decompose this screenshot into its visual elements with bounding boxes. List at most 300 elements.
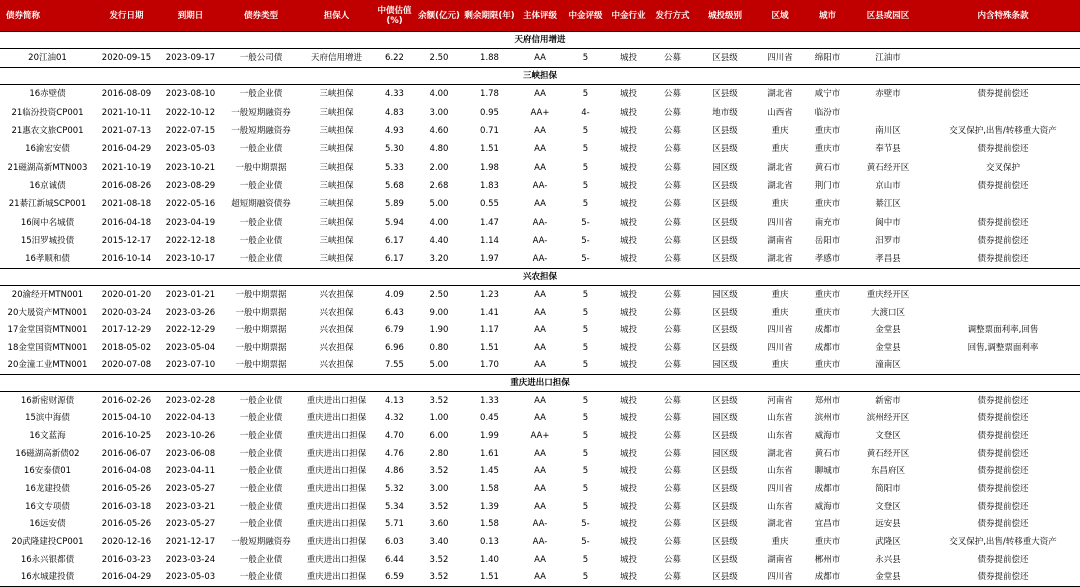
cell-bond-name: 18金堂国资MTN001	[7, 342, 88, 353]
cell-bond-type: 一般中期票据	[235, 290, 287, 301]
cell-bond-name: 16磁湖高新债02	[15, 448, 80, 459]
cell-valuation: 4.83	[385, 107, 404, 118]
table-row	[0, 551, 1080, 569]
cell-special-clauses: 债券提前偿还	[977, 217, 1029, 228]
cell-valuation: 4.32	[385, 413, 404, 424]
table-row	[0, 498, 1080, 516]
cell-remaining-term: 1.47	[480, 217, 499, 228]
cell-special-clauses: 调整票面利率,回售	[967, 325, 1039, 336]
cell-lgfv-level: 区县级	[712, 254, 738, 265]
cell-city: 聊城市	[814, 466, 841, 477]
cell-guarantor: 三峡担保	[319, 126, 354, 137]
table-row	[0, 339, 1080, 357]
cell-balance: 6.00	[429, 430, 449, 441]
cell-issue-method: 公募	[663, 217, 681, 228]
cell-valuation: 6.17	[385, 254, 404, 265]
cell-bond-name: 16安泰债01	[23, 466, 72, 477]
cell-issue-method: 公募	[663, 325, 681, 336]
table-row	[0, 286, 1080, 304]
cell-valuation: 4.09	[385, 290, 404, 301]
cell-balance: 3.52	[429, 466, 449, 477]
cell-issue-method: 公募	[663, 448, 681, 459]
cell-issue-method: 公募	[663, 180, 681, 191]
cell-cicc-rating: 5	[582, 484, 589, 495]
cell-balance: 3.00	[429, 107, 449, 118]
cell-issue-date: 2016-08-09	[101, 89, 152, 100]
cell-lgfv-level: 区县级	[712, 395, 738, 406]
cell-lgfv-level: 区县级	[712, 126, 738, 137]
cell-county-or-park: 文登区	[875, 430, 901, 441]
cell-issuer-rating: AA-	[532, 254, 548, 265]
cell-balance: 3.00	[429, 484, 449, 495]
header-guarantor: 担保人	[299, 0, 374, 32]
cell-balance: 3.52	[429, 395, 449, 406]
cell-maturity-date: 2023-09-17	[165, 53, 216, 64]
cell-cicc-rating: 5	[582, 466, 589, 477]
cell-valuation: 4.86	[385, 466, 404, 477]
cell-remaining-term: 1.70	[480, 360, 499, 371]
cell-balance: 4.00	[429, 217, 449, 228]
cell-city: 郑州市	[814, 395, 841, 406]
cell-lgfv-level: 区县级	[695, 569, 755, 587]
cell-remaining-term: 1.97	[480, 254, 499, 265]
cell-special-clauses	[926, 356, 1080, 374]
cell-guarantor: 重庆进出口担保	[306, 537, 367, 548]
cell-issue-date: 2020-07-08	[101, 360, 152, 371]
cell-county-or-park: 京山市	[875, 180, 901, 191]
cell-city: 临汾市	[814, 107, 841, 118]
cell-remaining-term: 1.17	[480, 325, 499, 336]
cell-lgfv-level: 区县级	[712, 537, 738, 548]
cell-balance: 3.60	[429, 519, 449, 530]
cell-city: 孝感市	[814, 254, 841, 265]
cell-region: 湖北省	[767, 180, 793, 191]
cell-guarantor: 三峡担保	[319, 107, 354, 118]
cell-city: 重庆市	[814, 537, 841, 548]
table-row	[0, 140, 1080, 158]
cell-cicc-industry: 城投	[619, 107, 637, 118]
cell-bond-type: 一般企业债	[239, 448, 283, 459]
cell-city: 成都市	[805, 569, 850, 587]
cell-guarantor: 三峡担保	[319, 162, 354, 173]
cell-city: 威海市	[814, 501, 841, 512]
cell-maturity-date: 2023-10-17	[165, 254, 216, 265]
cell-maturity-date: 2023-06-08	[165, 448, 216, 459]
header-cicc-industry: 中金行业	[607, 0, 650, 32]
cell-bond-name: 16孝顺和债	[25, 254, 70, 265]
cell-valuation: 5.32	[385, 484, 404, 495]
cell-city: 成都市	[814, 484, 841, 495]
cell-issue-date: 2020-01-20	[101, 290, 152, 301]
cell-cicc-industry: 城投	[619, 325, 637, 336]
cell-county-or-park: 南川区	[875, 126, 901, 137]
cell-bond-type: 一般企业债	[239, 180, 283, 191]
cell-bond-type: 一般中期票据	[235, 325, 287, 336]
cell-remaining-term: 1.23	[480, 290, 499, 301]
cell-special-clauses: 债券提前偿还	[977, 254, 1029, 265]
cell-city: 咸宁市	[814, 89, 841, 100]
cell-cicc-industry: 城投	[619, 307, 637, 318]
cell-bond-type: 一般企业债	[239, 413, 283, 424]
cell-maturity-date: 2023-05-27	[165, 484, 216, 495]
cell-lgfv-level: 区县级	[712, 519, 738, 530]
cell-remaining-term: 0.45	[480, 413, 499, 424]
cell-cicc-industry: 城投	[619, 180, 637, 191]
cell-lgfv-level: 地市级	[712, 107, 738, 118]
cell-maturity-date: 2022-04-13	[165, 413, 216, 424]
cell-region: 四川省	[755, 569, 805, 587]
cell-issue-date: 2016-10-14	[101, 254, 152, 265]
cell-bond-type: 一般公司债	[239, 53, 283, 64]
cell-county-or-park: 潼南区	[875, 360, 901, 371]
cell-guarantor: 兴农担保	[319, 360, 354, 371]
cell-valuation: 6.96	[385, 342, 404, 353]
cell-bond-type: 一般企业债	[239, 519, 283, 530]
cell-bond-name: 20渝经开MTN001	[11, 290, 84, 301]
cell-bond-type: 一般短期融资券	[231, 537, 291, 548]
cell-issuer-rating: AA+	[530, 430, 550, 441]
cell-issue-date: 2016-04-29	[95, 569, 158, 587]
cell-lgfv-level: 园区级	[712, 413, 738, 424]
cell-bond-type: 一般短期融资券	[231, 107, 291, 118]
cell-region: 重庆	[771, 360, 789, 371]
table-row	[0, 158, 1080, 176]
cell-special-clauses: 债券提前偿还	[977, 519, 1029, 530]
cell-issuer-rating: AA+	[530, 107, 550, 118]
cell-cicc-industry: 城投	[619, 466, 637, 477]
cell-county-or-park: 文登区	[875, 501, 901, 512]
cell-region: 湖北省	[767, 162, 793, 173]
cell-special-clauses	[926, 104, 1080, 122]
cell-cicc-industry: 城投	[619, 290, 637, 301]
cell-issuer-rating: AA-	[532, 235, 548, 246]
cell-cicc-industry: 城投	[619, 360, 637, 371]
table-row	[0, 445, 1080, 463]
cell-cicc-rating: 5	[564, 569, 607, 587]
cell-region: 四川省	[767, 342, 793, 353]
cell-cicc-industry: 城投	[619, 554, 637, 565]
section-title: 兴农担保	[0, 269, 1080, 286]
cell-valuation: 6.22	[385, 53, 404, 64]
cell-issue-method: 公募	[663, 126, 681, 137]
cell-special-clauses: 交叉保护,出售/转移重大资产	[949, 126, 1057, 137]
cell-remaining-term: 1.58	[480, 519, 499, 530]
cell-bond-name: 16渝宏安债	[25, 144, 70, 155]
cell-balance: 1.90	[429, 325, 449, 336]
cell-bond-name: 20金潼工业MTN001	[7, 360, 88, 371]
cell-issuer-rating: AA	[534, 466, 546, 477]
cell-issuer-rating: AA-	[532, 519, 548, 530]
cell-issue-method: 公募	[663, 413, 681, 424]
cell-guarantor: 兴农担保	[319, 325, 354, 336]
cell-guarantor: 重庆进出口担保	[306, 395, 367, 406]
cell-cicc-rating: 5	[582, 501, 589, 512]
cell-lgfv-level: 区县级	[712, 342, 738, 353]
cell-issue-date: 2020-03-24	[101, 307, 152, 318]
cell-region: 山东省	[767, 501, 793, 512]
cell-region: 四川省	[767, 325, 793, 336]
cell-region: 山东省	[767, 430, 793, 441]
cell-remaining-term: 1.88	[480, 53, 499, 64]
table-row	[0, 569, 1080, 587]
cell-city: 重庆市	[814, 199, 841, 210]
cell-valuation: 6.79	[385, 325, 404, 336]
cell-remaining-term: 1.51	[480, 342, 499, 353]
cell-issuer-rating: AA-	[532, 180, 548, 191]
cell-maturity-date: 2023-10-21	[165, 162, 216, 173]
cell-special-clauses	[926, 286, 1080, 304]
cell-special-clauses: 债券提前偿还	[977, 395, 1029, 406]
cell-cicc-rating: 5	[582, 360, 589, 371]
cell-issue-date: 2021-07-13	[101, 126, 152, 137]
table-row	[0, 195, 1080, 213]
table-row	[0, 533, 1080, 551]
cell-issue-method: 公募	[663, 430, 681, 441]
cell-cicc-rating: 5	[582, 89, 589, 100]
cell-maturity-date: 2023-04-19	[165, 217, 216, 228]
cell-lgfv-level: 区县级	[712, 199, 738, 210]
cell-county-or-park: 新密市	[875, 395, 901, 406]
cell-cicc-rating: 5	[582, 430, 589, 441]
cell-county-or-park: 武隆区	[875, 537, 901, 548]
cell-balance: 9.00	[429, 307, 449, 318]
cell-valuation: 4.13	[385, 395, 404, 406]
cell-region: 湖南省	[767, 235, 793, 246]
cell-maturity-date: 2023-03-24	[165, 554, 216, 565]
cell-bond-type: 一般企业债	[239, 554, 283, 565]
cell-maturity-date: 2022-07-15	[165, 126, 216, 137]
cell-region: 重庆	[771, 290, 789, 301]
cell-city: 重庆市	[814, 144, 841, 155]
cell-cicc-industry: 城投	[619, 144, 637, 155]
cell-county-or-park: 赤壁市	[875, 89, 901, 100]
cell-issuer-rating: AA	[534, 342, 546, 353]
cell-issue-date: 2020-12-16	[101, 537, 152, 548]
cell-remaining-term: 1.51	[463, 569, 516, 587]
cell-special-clauses: 交叉保护	[985, 162, 1020, 173]
cell-maturity-date: 2021-12-17	[165, 537, 216, 548]
cell-cicc-rating: 5	[582, 199, 589, 210]
cell-cicc-rating: 5	[582, 325, 589, 336]
cell-remaining-term: 0.71	[480, 126, 499, 137]
cell-special-clauses: 债券提前偿还	[977, 448, 1029, 459]
cell-region: 河南省	[767, 395, 793, 406]
cell-issue-method: 公募	[663, 554, 681, 565]
cell-cicc-rating: 5	[582, 53, 589, 64]
cell-maturity-date: 2022-05-16	[165, 199, 216, 210]
section-header	[0, 269, 1080, 286]
cell-cicc-rating: 5-	[581, 537, 590, 548]
cell-special-clauses: 债券提前偿还	[977, 89, 1029, 100]
cell-valuation: 5.30	[385, 144, 404, 155]
cell-issue-date: 2016-02-26	[101, 395, 152, 406]
cell-lgfv-level: 区县级	[712, 466, 738, 477]
cell-county-or-park: 金堂县	[875, 325, 901, 336]
cell-city: 重庆市	[814, 360, 841, 371]
cell-issuer-rating: AA	[534, 53, 546, 64]
cell-lgfv-level: 区县级	[712, 307, 738, 318]
cell-special-clauses: 债券提前偿还	[926, 569, 1080, 587]
cell-bond-type: 一般企业债	[239, 484, 283, 495]
cell-issue-method: 公募	[663, 162, 681, 173]
cell-valuation: 5.94	[385, 217, 404, 228]
cell-cicc-industry: 城投	[619, 484, 637, 495]
cell-bond-name: 16京诚债	[29, 180, 66, 191]
cell-cicc-rating: 5-	[581, 254, 590, 265]
header-issue-method: 发行方式	[650, 0, 695, 32]
cell-issue-method: 公募	[663, 290, 681, 301]
cell-valuation: 5.34	[385, 501, 404, 512]
cell-maturity-date: 2023-03-26	[165, 307, 216, 318]
cell-region: 四川省	[767, 53, 793, 64]
cell-bond-type: 一般企业债	[239, 430, 283, 441]
cell-maturity-date: 2023-07-10	[165, 360, 216, 371]
cell-special-clauses: 债券提前偿还	[977, 413, 1029, 424]
cell-issuer-rating: AA	[534, 448, 546, 459]
section-title: 天府信用增进	[0, 32, 1080, 49]
cell-maturity-date: 2023-05-03	[165, 144, 216, 155]
cell-issuer-rating: AA	[534, 360, 546, 371]
cell-lgfv-level: 园区级	[712, 360, 738, 371]
cell-issuer-rating: AA	[534, 307, 546, 318]
cell-cicc-industry: 城投	[619, 501, 637, 512]
cell-remaining-term: 0.13	[480, 537, 499, 548]
cell-bond-name: 16远安债	[29, 519, 66, 530]
cell-county-or-park: 大渡口区	[870, 307, 905, 318]
cell-balance: 4.80	[429, 144, 449, 155]
cell-balance: 5.00	[429, 360, 449, 371]
cell-cicc-industry: 城投	[619, 126, 637, 137]
cell-bond-type: 一般短期融资券	[231, 126, 291, 137]
cell-bond-type: 一般企业债	[239, 466, 283, 477]
cell-bond-name: 16阆中名城债	[20, 217, 75, 228]
cell-issue-method: 公募	[663, 484, 681, 495]
header-bond-type: 债券类型	[223, 0, 299, 32]
section-header	[0, 68, 1080, 85]
cell-county-or-park: 阆中市	[875, 217, 901, 228]
cell-city: 重庆市	[814, 307, 841, 318]
header-balance: 余额(亿元)	[415, 0, 463, 32]
cell-cicc-industry: 城投	[619, 89, 637, 100]
cell-region: 山西省	[767, 107, 793, 118]
cell-cicc-rating: 5	[582, 342, 589, 353]
cell-cicc-rating: 5	[582, 554, 589, 565]
cell-cicc-rating: 4-	[581, 107, 590, 118]
cell-lgfv-level: 区县级	[712, 53, 738, 64]
cell-issuer-rating: AA	[534, 554, 546, 565]
cell-county-or-park: 远安县	[875, 519, 901, 530]
cell-guarantor: 重庆进出口担保	[306, 413, 367, 424]
cell-city: 重庆市	[814, 126, 841, 137]
cell-county-or-park: 金堂县	[850, 569, 926, 587]
cell-remaining-term: 1.58	[480, 484, 499, 495]
cell-guarantor: 重庆进出口担保	[306, 448, 367, 459]
cell-region: 四川省	[767, 217, 793, 228]
cell-issue-method: 公募	[663, 537, 681, 548]
cell-county-or-park: 江油市	[875, 53, 901, 64]
cell-bond-name: 16新密财源债	[20, 395, 75, 406]
cell-special-clauses: 债券提前偿还	[977, 430, 1029, 441]
cell-guarantor: 重庆进出口担保	[306, 466, 367, 477]
cell-issuer-rating: AA	[534, 126, 546, 137]
cell-lgfv-level: 区县级	[712, 501, 738, 512]
cell-valuation: 6.03	[385, 537, 404, 548]
cell-cicc-industry: 城投	[619, 413, 637, 424]
cell-remaining-term: 1.14	[480, 235, 499, 246]
cell-city: 重庆市	[814, 290, 841, 301]
cell-bond-name: 16文蓝海	[29, 430, 66, 441]
cell-guarantor: 三峡担保	[319, 254, 354, 265]
cell-issue-date: 2016-05-26	[101, 484, 152, 495]
cell-valuation: 5.33	[385, 162, 404, 173]
cell-maturity-date: 2023-01-21	[165, 290, 216, 301]
cell-region: 重庆	[771, 126, 789, 137]
cell-issue-date: 2021-10-19	[101, 162, 152, 173]
cell-maturity-date: 2023-04-11	[165, 466, 216, 477]
cell-maturity-date: 2023-02-28	[165, 395, 216, 406]
table-row	[0, 177, 1080, 195]
cell-bond-type: 一般企业债	[239, 254, 283, 265]
cell-issue-method: 公募	[663, 395, 681, 406]
cell-issuer-rating: AA	[534, 162, 546, 173]
cell-cicc-industry: 城投	[619, 519, 637, 530]
cell-cicc-rating: 5-	[581, 217, 590, 228]
cell-cicc-rating: 5	[582, 413, 589, 424]
cell-city: 黄石市	[814, 162, 841, 173]
cell-issue-date: 2021-10-11	[101, 107, 152, 118]
header-cicc-rating: 中金评级	[564, 0, 607, 32]
table-row	[0, 480, 1080, 498]
cell-county-or-park: 永兴县	[875, 554, 901, 565]
cell-county-or-park: 重庆经开区	[866, 290, 910, 301]
cell-special-clauses: 债券提前偿还	[977, 501, 1029, 512]
cell-special-clauses	[926, 304, 1080, 322]
cell-county-or-park: 黄石经开区	[866, 448, 910, 459]
section-header	[0, 32, 1080, 49]
header-special-clauses: 内含特殊条款	[926, 0, 1080, 32]
cell-maturity-date: 2023-10-26	[165, 430, 216, 441]
cell-city: 宜昌市	[814, 519, 841, 530]
cell-bond-name: 16赤壁债	[29, 89, 66, 100]
cell-issuer-rating: AA	[534, 413, 546, 424]
cell-issue-method: 公募	[663, 342, 681, 353]
cell-cicc-rating: 5	[582, 448, 589, 459]
cell-maturity-date: 2022-10-12	[165, 107, 216, 118]
cell-valuation: 6.59	[374, 569, 415, 587]
cell-issue-date: 2016-04-29	[101, 144, 152, 155]
cell-issue-method: 公募	[663, 199, 681, 210]
cell-cicc-industry: 城投	[619, 342, 637, 353]
cell-city: 成都市	[814, 342, 841, 353]
cell-remaining-term: 1.40	[480, 554, 499, 565]
cell-issuer-rating: AA	[534, 144, 546, 155]
cell-bond-type: 一般企业债	[239, 235, 283, 246]
cell-county-or-park: 奉节县	[875, 144, 901, 155]
cell-cicc-rating: 5-	[581, 519, 590, 530]
header-region: 区域	[755, 0, 805, 32]
cell-city: 威海市	[814, 430, 841, 441]
cell-issuer-rating: AA	[534, 290, 546, 301]
header-bond-name: 债券简称	[0, 0, 95, 32]
cell-issue-date: 2018-05-02	[101, 342, 152, 353]
cell-remaining-term: 1.78	[480, 89, 499, 100]
cell-cicc-rating: 5	[582, 180, 589, 191]
cell-issuer-rating: AA	[516, 569, 564, 587]
cell-county-or-park: 东昌府区	[870, 466, 905, 477]
cell-bond-type: 一般企业债	[239, 217, 283, 228]
cell-cicc-rating: 5	[582, 395, 589, 406]
cell-region: 重庆	[771, 537, 789, 548]
